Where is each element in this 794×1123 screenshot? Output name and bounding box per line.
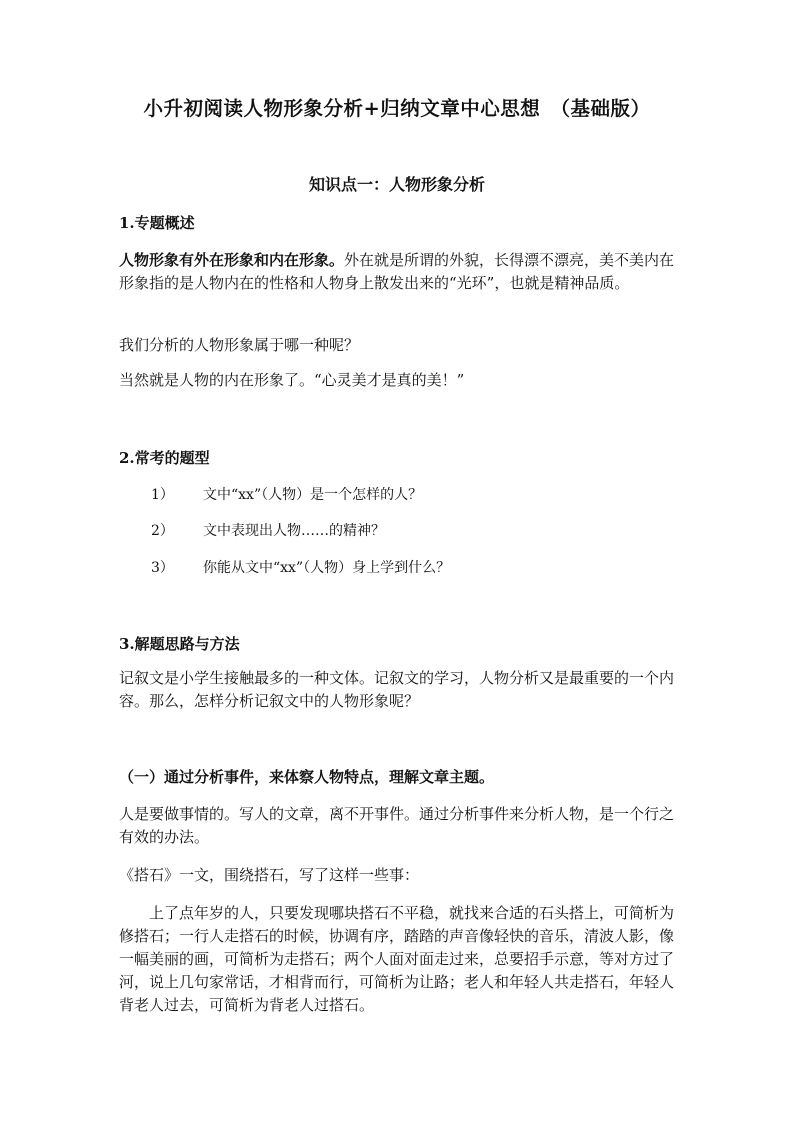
methods-paragraph: 记叙文是小学生接触最多的一种文体。记叙文的学习，人物分析又是最重要的一个内容。那么，怎样分析记叙文中的人物形象呢？ — [119, 669, 675, 710]
dashi-intro-text: 一文，围绕搭石，写了这样一些事： — [179, 866, 420, 884]
overview-question: 我们分析的人物形象属于哪一种呢？ — [119, 336, 360, 354]
section-title: 知识点一：人物形象分析 — [308, 175, 485, 194]
book-title: 《搭石》 — [119, 866, 180, 884]
document-title: 小升初阅读人物形象分析+归纳文章中心思想 （基础版） — [143, 97, 651, 120]
question-types-heading: 2.常考的题型 — [119, 449, 210, 467]
overview-answer: 当然就是人物的内在形象了。“心灵美才是真的美！” — [119, 371, 465, 389]
item-number: 3） — [151, 560, 174, 576]
overview-bold-lead: 人物形象有外在形象和内在形象。 — [119, 251, 345, 269]
part1-paragraph: 人是要做事情的。写人的文章，离不开事件。通过分析事件来分析人物，是一个行之有效的办法。 — [119, 805, 675, 846]
dashi-intro — [119, 864, 679, 887]
item-number: 2） — [151, 523, 174, 539]
question-type-item — [151, 557, 450, 577]
overview-paragraph — [119, 249, 679, 295]
item-text: 文中表现出人物……的精神？ — [203, 523, 385, 539]
item-text: 文中“xx”（人物）是一个怎样的人？ — [203, 487, 423, 503]
question-type-item — [151, 520, 385, 540]
overview-heading: 1.专题概述 — [119, 214, 195, 232]
item-text: 你能从文中“xx”（人物）身上学到什么？ — [203, 560, 451, 576]
part1-heading: （一）通过分析事件，来体察人物特点，理解文章主题。 — [119, 768, 495, 786]
overview-text: 外在就是所谓的外貌，长得漂不漂亮，美不美内在形象指的是人物内在的性格和人物身上散发出来的“光环”，也就是精神品质。 — [119, 251, 675, 292]
dashi-events-paragraph: 上了点年岁的人，只要发现哪块搭石不平稳，就找来合适的石头搭上，可简析为修搭石；一行人走搭石的时候，协调有序，踏踏的声音像轻快的音乐，清波人影，像一幅美丽的画，可简析为走搭石；两个人面对面走过来，总要招手示意，等对方过了河，说上几句家常话，才相背而行，可简析为让路；老人和年轻人共走搭石，年轻人背老人过去，可简析为背老人过搭石。 — [119, 904, 675, 1014]
methods-heading: 3.解题思路与方法 — [119, 635, 240, 653]
item-number: 1） — [151, 487, 174, 503]
question-type-item — [151, 484, 422, 504]
